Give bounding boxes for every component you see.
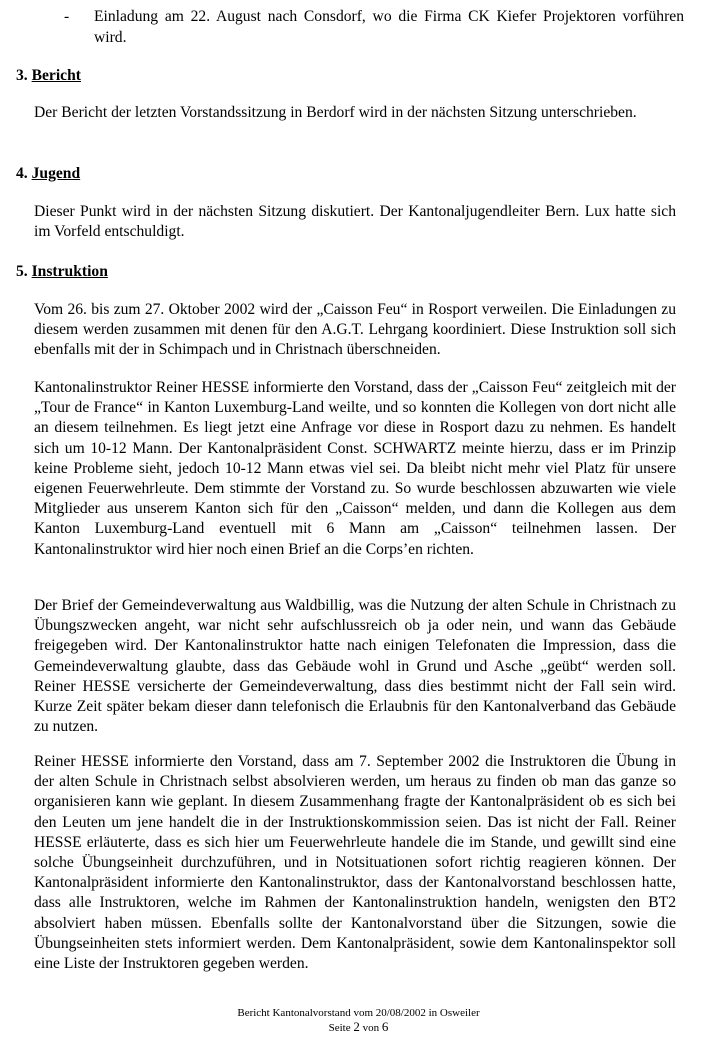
seite-label: Seite xyxy=(328,1022,351,1034)
footer-report-line: Bericht Kantonalvorstand vom 20/08/2002 in Osweiler xyxy=(237,1007,480,1019)
paragraph: Kantonalinstruktor Reiner HESSE informierte den Vorstand, dass der „Caisson Feu“ zeitgleich mit der „Tour de France“ in Kanton Luxemburg-Land weilte, und so konnten die Kollegen von dort nicht alle an diesem teilnehmen. Es liegt jetzt eine Anfrage vor diese in Rosport dazu zu nehmen. Es handelt sich um 10-12 Mann. Der Kantonalpräsident Const. SCHWARTZ meinte hierzu, dass er im Prinzip keine Probleme sieht, jedoch 10-12 Mann etwas viel sei. Da bleibt nicht mehr viel Platz für unsere eigenen Feuerwehrleute. Dem stimmte der Vorstand zu. So wurde beschlossen abzuwarten wie viele Mitglieder aus unserem Kanton sich für den „Caisson“ melden, und dann die Kollegen aus dem Kanton Luxemburg-Land eventuell mit 6 Mann am „Caisson“ teilnehmen lassen. Der Kantonalinstruktor wird hier noch einen Brief an die Corps’en richten. xyxy=(34,379,676,558)
paragraph: Dieser Punkt wird in der nächsten Sitzung diskutiert. Der Kantonaljugendleiter Bern. Lux hatte sich im Vorfeld entschuldigt. xyxy=(34,203,676,241)
bullet-item xyxy=(64,6,684,48)
section-number: 5. xyxy=(16,263,28,280)
paragraph: Der Bericht der letzten Vorstandssitzung in Berdorf wird in der nächsten Sitzung unterschrieben. xyxy=(34,104,637,121)
von-label: von xyxy=(362,1022,380,1034)
section-number: 4. xyxy=(16,165,28,182)
section-title: Jugend xyxy=(31,165,81,182)
paragraph: Reiner HESSE informierte den Vorstand, dass am 7. September 2002 die Instruktoren die Übung in der alten Schule in Christnach selbst absolvieren werden, um heraus zu finden ob man das ganze so organisieren kann wie geplant. In diesem Zusammenhang fragte der Kantonalpräsident ob es sich bei den Leuten um jene handelt die in der Instruktionskommission seien. Das ist nicht der Fall. Reiner HESSE erläuterte, dass es sich hier um Feuerwehrleute handele die im Stande, und gewillt sind eine solche Übungseinheit durchzuführen, und in Notsituationen sofort richtig reagieren können. Der Kantonalpräsident informierte den Kantonalinstruktor, dass der Kantonalvorstand beschlossen hatte, dass alle Instruktoren, welche im Rahmen der Kantonalinstruktion handeln, wenigsten den BT2 absolviert haben müssen. Ebenfalls sollte der Kantonalvorstand über die Sitzungen, sowie die Übungseinheiten stets informiert werden. Dem Kantonalpräsident, sowie dem Kantonalinspektor soll eine Liste der Instruktoren gegeben werden. xyxy=(34,753,676,973)
page-total: 6 xyxy=(381,1019,389,1034)
bullet-dash: - xyxy=(64,8,70,25)
paragraph: Der Brief der Gemeindeverwaltung aus Waldbillig, was die Nutzung der alten Schule in Christnach zu Übungszwecken angeht, war nicht sehr aufschlussreich ob ja oder nein, und wann das Gebäude freigegeben wird. Der Kantonalinstruktor hatte nach einigen Telefonaten die Impression, dass die Gemeindeverwaltung glaubte, dass das Gebäude wohl in Grund und Asche „geübt“ werden soll. Reiner HESSE versicherte der Gemeindeverwaltung, dass dies bestimmt nicht der Fall sein wird. Kurze Zeit später bekam dieser dann telefonisch die Erlaubnis für den Kantonalverband das Gebäude zu nutzen. xyxy=(34,597,676,736)
section-number: 3. xyxy=(16,67,28,84)
section-heading-bericht xyxy=(16,66,81,86)
section-title: Bericht xyxy=(31,67,81,84)
section-heading-instruktion xyxy=(16,262,108,282)
section-title: Instruktion xyxy=(31,263,108,280)
section-heading-jugend xyxy=(16,164,80,184)
footer-page-number xyxy=(0,1020,717,1035)
page-current: 2 xyxy=(353,1019,360,1034)
paragraph: Vom 26. bis zum 27. Oktober 2002 wird der „Caisson Feu“ in Rosport verweilen. Die Einladungen zu diesem werden zusammen mit denen für den A.G.T. Lehrgang koordiniert. Diese Instruktion soll sich ebenfalls mit der in Schimpach und in Christnach überschneiden. xyxy=(34,301,676,359)
bullet-text: Einladung am 22. August nach Consdorf, wo die Firma CK Kiefer Projektoren vorführen wird. xyxy=(94,8,684,46)
